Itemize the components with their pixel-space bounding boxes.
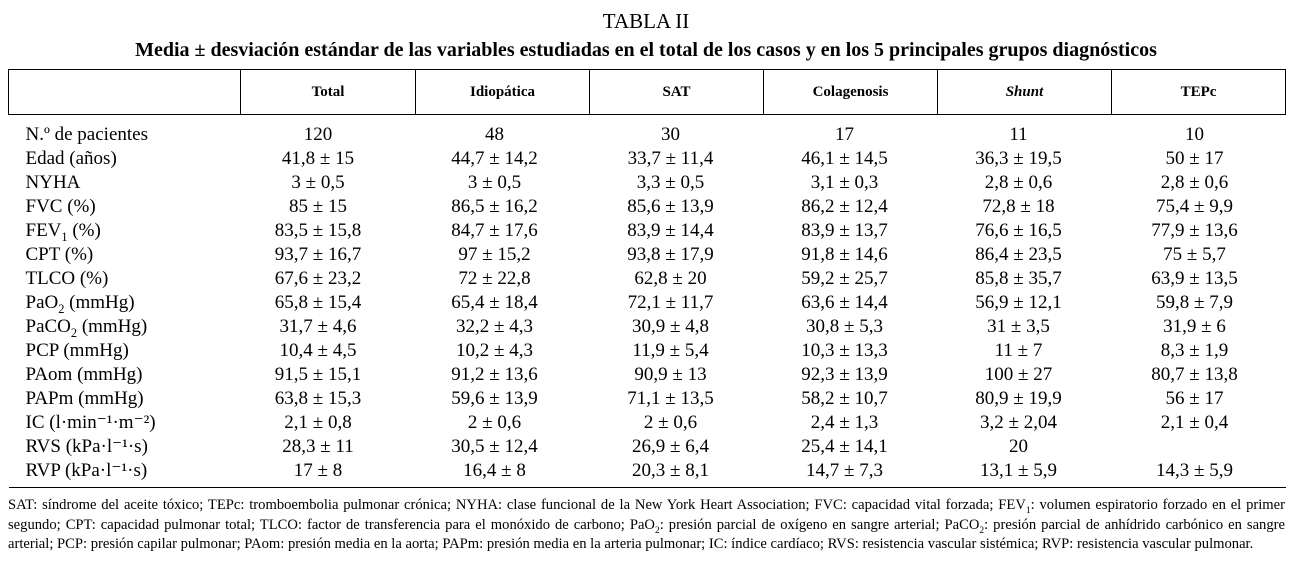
cell-value: 72,1 ± 11,7: [627, 292, 714, 313]
table-row: [9, 171, 1286, 195]
table-row: [9, 411, 1286, 435]
row-label: PCP (mmHg): [25, 340, 129, 361]
cell-value: 63,8 ± 15,3: [274, 388, 362, 409]
cell-value: 3 ± 0,5: [291, 172, 345, 193]
footnote-sub-1: 1: [1025, 505, 1031, 516]
cell-value: 31,7 ± 4,6: [279, 316, 357, 337]
row-label: RVP (kPa·l⁻¹·s): [9, 459, 241, 488]
cell-value: 92,3 ± 13,9: [801, 364, 888, 385]
cell-value: 10,2 ± 4,3: [456, 340, 533, 361]
table-cell: [590, 147, 764, 171]
cell-value: 17: [835, 124, 854, 145]
footnote-text-4: : presión parcial de anhídrido carbónico en sangre arterial; PCP: presión capilar pulmonar; PAom: presión media en la aorta; PAPm: presión media en la arteria pulmonar; IC: índice cardíaco; RVS: resistencia vascular sistémica; RVP: resistencia vascular pulmonar.: [8, 516, 1285, 552]
cell-value: 62,8 ± 20: [634, 268, 707, 289]
cell-value: 59,8 ± 7,9: [1156, 292, 1233, 313]
cell-value: 14,3 ± 5,9: [1156, 460, 1233, 481]
footnote-sub-3: 2: [979, 525, 985, 536]
table-row: [9, 435, 1286, 459]
header-cell-idiopatica: Idiopática: [416, 70, 590, 115]
cell-value: 120: [303, 124, 333, 145]
table-cell: [938, 115, 1112, 148]
table-cell: [938, 459, 1112, 488]
table-cell: [590, 267, 764, 291]
cell-value: 85,6 ± 13,9: [627, 196, 714, 217]
cell-value: 3 ± 0,5: [467, 172, 522, 193]
table-cell: [590, 459, 764, 488]
cell-value: 10: [1185, 124, 1204, 145]
cell-value: 100 ± 27: [984, 364, 1053, 385]
table-cell: [764, 243, 938, 267]
table-cell: [416, 243, 590, 267]
table-cell: [590, 315, 764, 339]
cell-value: 2,8 ± 0,6: [984, 172, 1053, 193]
cell-value: 85 ± 15: [289, 196, 347, 217]
table-cell: [416, 195, 590, 219]
row-label-subscript: 2: [70, 325, 78, 340]
table-cell: [938, 291, 1112, 315]
cell-value: 2,8 ± 0,6: [1160, 172, 1229, 193]
table-cell: [938, 387, 1112, 411]
table-cell: [938, 147, 1112, 171]
table-cell: [590, 243, 764, 267]
table-row: [9, 291, 1286, 315]
cell-value: 65,8 ± 15,4: [274, 292, 362, 313]
row-label-text: FEV: [25, 220, 62, 241]
table-cell: [416, 339, 590, 363]
table-cell: [1112, 147, 1286, 171]
table-row: [9, 115, 1286, 148]
cell-value: 93,8 ± 17,9: [627, 244, 714, 265]
table-cell: [938, 267, 1112, 291]
cell-value: 72 ± 22,8: [458, 268, 531, 289]
row-label-unit: (%): [67, 220, 101, 241]
row-label: PAPm (mmHg): [25, 388, 144, 409]
cell-value: 86,2 ± 12,4: [801, 196, 888, 217]
table-cell: [590, 435, 764, 459]
cell-value: 48: [485, 124, 504, 145]
header-cell-colagenosis: Colagenosis: [764, 70, 938, 115]
table-row: [9, 195, 1286, 219]
table-cell: [416, 459, 590, 488]
table-title: TABLA II: [602, 9, 690, 33]
table-cell: [416, 147, 590, 171]
cell-value: 30,8 ± 5,3: [806, 316, 883, 337]
table-cell: [241, 339, 416, 363]
row-label-subscript: 1: [61, 229, 68, 244]
table-cell: [764, 363, 938, 387]
data-table: [8, 69, 1286, 488]
table-cell: [241, 195, 416, 219]
table-body: [9, 115, 1286, 488]
table-cell: [241, 267, 416, 291]
table-cell: [764, 459, 938, 488]
cell-value: 86,4 ± 23,5: [975, 244, 1062, 265]
cell-value: 83,5 ± 15,8: [274, 220, 362, 241]
table-cell: [590, 171, 764, 195]
table-row: [9, 219, 1286, 243]
table-cell: [416, 171, 590, 195]
row-label: TLCO (%): [25, 268, 109, 289]
cell-value: 26,9 ± 6,4: [632, 436, 709, 457]
table-cell: [764, 387, 938, 411]
table-cell: [416, 363, 590, 387]
table-cell: [590, 115, 764, 148]
table-cell: [241, 291, 416, 315]
cell-value: 84,7 ± 17,6: [451, 220, 538, 241]
row-label: N.º de pacientes: [25, 124, 148, 145]
table-cell: [938, 363, 1112, 387]
cell-value: 11: [1009, 124, 1028, 145]
cell-value: 14,7 ± 7,3: [806, 460, 883, 481]
table-cell: [1112, 115, 1286, 148]
footnote-sub-2: 2: [654, 525, 660, 536]
footnote-text-1: SAT: síndrome del aceite tóxico; TEPc: tromboembolia pulmonar crónica; NYHA: clase funcional de la New York Heart Association; FVC: capacidad vital forzada; FEV: [8, 497, 1026, 513]
cell-value: 71,1 ± 13,5: [627, 388, 714, 409]
table-cell: [416, 411, 590, 435]
table-cell: [590, 411, 764, 435]
table-cell: [938, 435, 1112, 459]
cell-value: 91,2 ± 13,6: [451, 364, 538, 385]
row-label-text: PaO: [25, 292, 59, 313]
cell-value: 50 ± 17: [1165, 148, 1224, 169]
footnote: [8, 496, 1285, 555]
cell-value: 56 ± 17: [1165, 388, 1224, 409]
table-cell: [241, 219, 416, 243]
table-cell: [764, 171, 938, 195]
cell-value: 31,9 ± 6: [1163, 316, 1226, 337]
cell-value: 2 ± 0,6: [467, 412, 522, 433]
cell-value: 63,9 ± 13,5: [1151, 268, 1238, 289]
table-cell: [241, 459, 416, 488]
cell-value: 3,3 ± 0,5: [636, 172, 705, 193]
cell-value: 83,9 ± 14,4: [627, 220, 714, 241]
row-label-text: PaCO: [25, 316, 71, 337]
cell-value: 8,3 ± 1,9: [1160, 340, 1229, 361]
cell-value: 20: [1009, 436, 1028, 457]
cell-value: 2 ± 0,6: [643, 412, 698, 433]
table-row: [9, 339, 1286, 363]
table-cell: [1112, 195, 1286, 219]
table-cell: [241, 363, 416, 387]
table-cell: [1112, 363, 1286, 387]
table-cell: [241, 147, 416, 171]
row-label: [9, 219, 241, 243]
table-cell: [416, 291, 590, 315]
cell-value: 91,5 ± 15,1: [274, 364, 362, 385]
cell-value: 2,1 ± 0,8: [284, 412, 352, 433]
cell-value: 2,4 ± 1,3: [810, 412, 879, 433]
table-cell: [241, 435, 416, 459]
table-cell: [590, 195, 764, 219]
table-cell: [590, 363, 764, 387]
row-label: IC (l·min⁻¹·m⁻²): [25, 412, 156, 433]
table-row: [9, 243, 1286, 267]
cell-value: 46,1 ± 14,5: [801, 148, 888, 169]
header-cell-empty: [9, 70, 241, 115]
header-row: [9, 70, 1286, 115]
cell-value: 83,9 ± 13,7: [801, 220, 888, 241]
table-cell: [938, 171, 1112, 195]
cell-value: 65,4 ± 18,4: [451, 292, 538, 313]
table-cell: [241, 243, 416, 267]
cell-value: 30,9 ± 4,8: [632, 316, 709, 337]
row-label-subscript: 2: [58, 301, 65, 316]
cell-value: 59,2 ± 25,7: [801, 268, 888, 289]
table-cell: [590, 387, 764, 411]
cell-value: 85,8 ± 35,7: [975, 268, 1062, 289]
table-cell: [241, 171, 416, 195]
table-row: [9, 363, 1286, 387]
header-cell-shunt: Shunt: [938, 70, 1112, 115]
cell-value: 28,3 ± 11: [282, 436, 354, 457]
row-label: NYHA: [25, 172, 81, 193]
cell-value: 33,7 ± 11,4: [627, 148, 714, 169]
table-cell: [416, 435, 590, 459]
cell-value: 13,1 ± 5,9: [980, 460, 1057, 481]
cell-value: 3,1 ± 0,3: [810, 172, 879, 193]
row-label: [9, 315, 241, 339]
cell-value: 58,2 ± 10,7: [801, 388, 888, 409]
table-cell: [416, 387, 590, 411]
row-label: Edad (años): [25, 148, 117, 169]
cell-value: 32,2 ± 4,3: [456, 316, 533, 337]
table-cell: [416, 219, 590, 243]
table-cell: [1112, 435, 1286, 459]
table-cell: [1112, 387, 1286, 411]
table-cell: [1112, 171, 1286, 195]
table-cell: [764, 315, 938, 339]
cell-value: 77,9 ± 13,6: [1151, 220, 1238, 241]
table-cell: [764, 267, 938, 291]
table-row: [9, 315, 1286, 339]
table-row: [9, 459, 1286, 488]
cell-value: 90,9 ± 13: [634, 364, 707, 385]
cell-value: 67,6 ± 23,2: [274, 268, 362, 289]
header-cell-total: Total: [241, 70, 416, 115]
cell-value: 17 ± 8: [293, 460, 343, 481]
table-cell: [764, 147, 938, 171]
table-cell: [241, 387, 416, 411]
cell-value: 72,8 ± 18: [982, 196, 1055, 217]
table-cell: [938, 219, 1112, 243]
row-label: CPT (%): [25, 244, 94, 265]
table-cell: [416, 267, 590, 291]
table-cell: [764, 411, 938, 435]
table-cell: [416, 315, 590, 339]
cell-value: 56,9 ± 12,1: [975, 292, 1062, 313]
table-cell: [416, 115, 590, 148]
row-label: [9, 291, 241, 315]
cell-value: 80,9 ± 19,9: [975, 388, 1062, 409]
cell-value: 2,1 ± 0,4: [1160, 412, 1229, 433]
table-cell: [764, 219, 938, 243]
table-subtitle: Media ± desviación estándar de las variables estudiadas en el total de los casos y en los 5 principales grupos diagnósticos: [135, 39, 1157, 61]
table-cell: [938, 315, 1112, 339]
table-cell: [1112, 315, 1286, 339]
cell-value: 75 ± 5,7: [1163, 244, 1226, 265]
cell-value: 11,9 ± 5,4: [632, 340, 709, 361]
table-cell: [1112, 339, 1286, 363]
row-label-unit: (mmHg): [77, 316, 148, 337]
table-cell: [764, 195, 938, 219]
table-cell: [764, 115, 938, 148]
cell-value: 75,4 ± 9,9: [1156, 196, 1233, 217]
cell-value: 63,6 ± 14,4: [801, 292, 888, 313]
cell-value: 97 ± 15,2: [458, 244, 531, 265]
table-cell: [241, 411, 416, 435]
table-row: [9, 147, 1286, 171]
row-label: PAom (mmHg): [25, 364, 143, 385]
row-label-unit: (mmHg): [64, 292, 135, 313]
table-cell: [938, 243, 1112, 267]
footnote-text-3: : presión parcial de oxígeno en sangre arterial; PaCO: [659, 516, 980, 533]
cell-value: 93,7 ± 16,7: [274, 244, 362, 265]
cell-value: 20,3 ± 8,1: [632, 460, 709, 481]
cell-value: 76,6 ± 16,5: [975, 220, 1062, 241]
cell-value: 86,5 ± 16,2: [451, 196, 538, 217]
table-cell: [938, 339, 1112, 363]
table-cell: [590, 291, 764, 315]
table-cell: [1112, 459, 1286, 488]
table-cell: [764, 435, 938, 459]
cell-value: 31 ± 3,5: [987, 316, 1050, 337]
table-cell: [764, 291, 938, 315]
table-cell: [1112, 267, 1286, 291]
table-cell: [938, 411, 1112, 435]
cell-value: 25,4 ± 14,1: [801, 436, 888, 457]
cell-value: 80,7 ± 13,8: [1151, 364, 1238, 385]
row-label: FVC (%): [25, 196, 96, 217]
cell-value: 91,8 ± 14,6: [801, 244, 888, 265]
cell-value: 30,5 ± 12,4: [451, 436, 538, 457]
cell-value: 44,7 ± 14,2: [451, 148, 538, 169]
cell-value: 10,3 ± 13,3: [801, 340, 888, 361]
table-cell: [590, 219, 764, 243]
footnote-text-2: : volumen espiratorio forzado en el primer segundo; CPT: capacidad pulmonar total; TLCO: factor de transferencia para el monóxido de carbono; PaO: [8, 497, 1285, 533]
table-row: [9, 387, 1286, 411]
header-cell-tepc: TEPc: [1112, 70, 1286, 115]
table-cell: [1112, 411, 1286, 435]
table-cell: [241, 115, 416, 148]
header-cell-sat: SAT: [590, 70, 764, 115]
cell-value: 16,4 ± 8: [463, 460, 526, 481]
table-cell: [590, 339, 764, 363]
cell-value: 41,8 ± 15: [281, 148, 355, 169]
table-cell: [241, 315, 416, 339]
table-cell: [764, 339, 938, 363]
table-cell: [1112, 291, 1286, 315]
table-cell: [938, 195, 1112, 219]
table-row: [9, 267, 1286, 291]
cell-value: 3,2 ± 2,04: [980, 412, 1057, 433]
row-label: RVS (kPa·l⁻¹·s): [25, 436, 148, 457]
table-cell: [1112, 243, 1286, 267]
table-cell: [1112, 219, 1286, 243]
cell-value: 10,4 ± 4,5: [279, 340, 357, 361]
cell-value: 36,3 ± 19,5: [975, 148, 1062, 169]
cell-value: 59,6 ± 13,9: [451, 388, 538, 409]
cell-value: 30: [661, 124, 680, 145]
cell-value: 11 ± 7: [994, 340, 1043, 361]
